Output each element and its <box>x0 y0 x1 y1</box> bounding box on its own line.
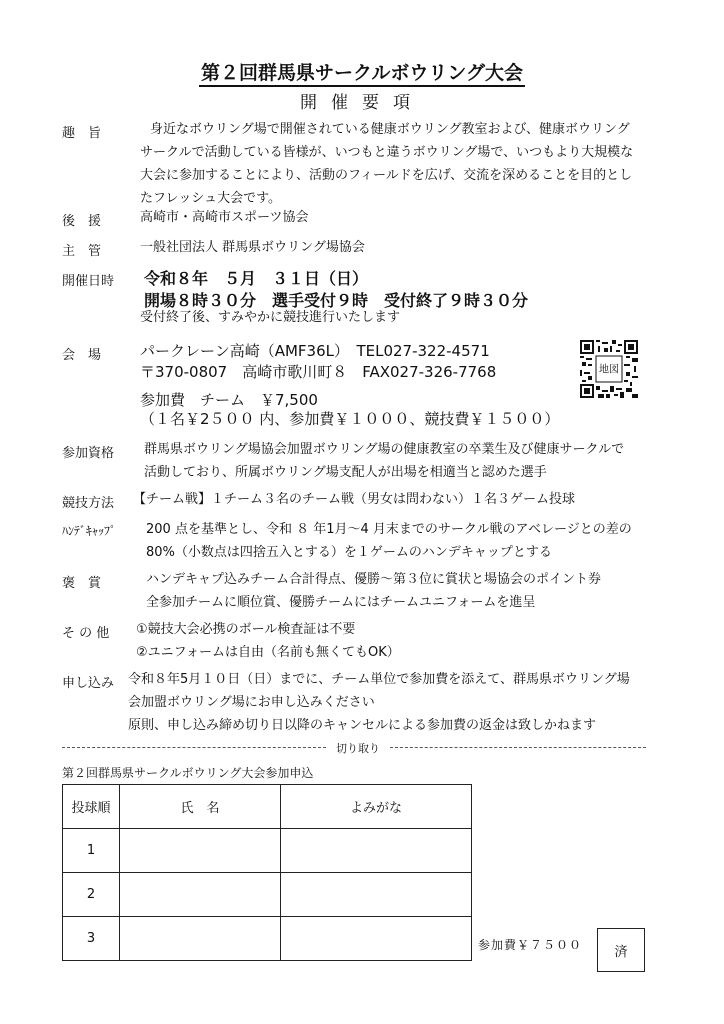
venue-address-fax: 〒370-0807 高崎市歌川町８ FAX027-326-7768 <box>140 363 497 381</box>
application-line: 令和８年5月１０日（日）までに、チーム単位で参加費を添えて、群馬県ボウリング場 <box>128 672 630 687</box>
handicap-line: 80%（小数点は四捨五入とする）を１ゲームのハンデキャップとする <box>146 545 552 560</box>
fee-line: 参加費 チーム ￥7,500 <box>140 391 318 409</box>
name-cell[interactable] <box>120 873 281 917</box>
page-title: 第２回群馬県サークルボウリング大会 <box>0 58 724 85</box>
application-line: 原則、申し込み締め切り日以降のキャンセルによる参加費の返金は致しかねます <box>128 718 597 733</box>
section-awards <box>140 568 601 614</box>
cut-line-dash-left <box>62 747 326 748</box>
other-line: ①競技大会必携のボール検査証は不要 <box>136 622 356 637</box>
form-fee: 参加費￥７５００ <box>478 938 583 952</box>
eligibility-line: 活動しており、所属ボウリング場支配人が出場を相適当と認めた選手 <box>144 465 547 480</box>
section-label-venue: 会 場 <box>62 348 102 363</box>
row-order: 1 <box>63 829 120 873</box>
header-reading: よみがな <box>281 785 472 829</box>
purpose-line: サークルで活動している皆様が、いつもと違うボウリング場で、いつもより大規模な <box>140 145 634 160</box>
section-label-organizer: 主 管 <box>62 244 102 259</box>
header-order: 投球順 <box>63 785 120 829</box>
qr-caption: 地図 <box>599 364 619 376</box>
row-order: 3 <box>63 917 120 961</box>
header-name: 氏 名 <box>120 785 281 829</box>
section-application <box>128 668 630 737</box>
section-handicap <box>140 518 632 564</box>
paid-box[interactable] <box>597 928 645 972</box>
table-row <box>63 873 472 917</box>
purpose-line: 身近なボウリング場で開催されている健康ボウリング教室および、健康ボウリング <box>150 122 630 137</box>
section-label-format: 競技方法 <box>62 496 115 511</box>
cut-line-dash-right <box>390 747 646 748</box>
cut-line-label: 切り取り <box>336 742 380 755</box>
cut-line <box>62 740 646 754</box>
page-subtitle: 開催要項 <box>300 93 424 113</box>
fee-detail: （１名￥2５００ 内、参加費￥１０００、競技費￥１５００） <box>140 410 560 428</box>
entry-table-header <box>63 785 472 829</box>
section-organizer: 一般社団法人 群馬県ボウリング場協会 <box>140 240 365 255</box>
section-label-support: 後 援 <box>62 214 102 229</box>
section-label-datetime: 開催日時 <box>62 274 115 289</box>
venue-name-tel: パークレーン高崎（AMF36L） TEL027-322-4571 <box>140 342 490 360</box>
section-label-handicap: ﾊﾝﾃﾞｷｬｯﾌﾟ <box>62 524 117 538</box>
entry-table <box>62 784 472 961</box>
reading-cell[interactable] <box>281 917 472 961</box>
awards-line: 全参加チームに順位賞、優勝チームにはチームユニフォームを進呈 <box>146 595 536 610</box>
table-row <box>63 829 472 873</box>
event-note: 受付終了後、すみやかに競技進行いたします <box>140 310 401 325</box>
reading-cell[interactable] <box>281 873 472 917</box>
section-other <box>136 618 400 664</box>
row-order: 2 <box>63 873 120 917</box>
form-title: 第２回群馬県サークルボウリング大会参加申込 <box>62 766 314 780</box>
reading-cell[interactable] <box>281 829 472 873</box>
name-cell[interactable] <box>120 829 281 873</box>
purpose-line: たフレッシュ大会です。 <box>140 191 282 206</box>
event-times: 開場８時３０分 選手受付９時 受付終了９時３０分 <box>144 291 529 310</box>
paid-label: 済 <box>614 944 628 960</box>
table-row <box>63 917 472 961</box>
event-date: 令和８年 ５月 ３１日（日） <box>144 269 369 288</box>
qr-code-icon[interactable] <box>580 340 638 398</box>
purpose-line: 大会に参加することにより、活動のフィールドを広げ、交流を深めることを目的とし <box>140 168 633 183</box>
section-label-eligibility: 参加資格 <box>62 446 115 461</box>
application-line: 会加盟ボウリング場にお申し込みください <box>128 695 375 710</box>
section-label-other: そ の 他 <box>62 626 110 641</box>
name-cell[interactable] <box>120 917 281 961</box>
section-eligibility <box>140 438 624 484</box>
eligibility-line: 群馬県ボウリング場協会加盟ボウリング場の健康教室の卒業生及び健康サークルで <box>144 442 625 457</box>
other-line: ②ユニフォームは自由（名前も無くてもOK） <box>136 645 400 660</box>
section-label-application: 申し込み <box>62 676 115 691</box>
section-label-purpose: 趣 旨 <box>62 126 102 141</box>
section-label-awards: 褒 賞 <box>62 576 102 591</box>
section-purpose <box>140 118 660 210</box>
section-support: 高崎市・高崎市スポーツ協会 <box>140 210 309 225</box>
handicap-line: 200 点を基準とし、令和 ８ 年1月～4 月末までのサークル戦のアベレージとの差の <box>146 522 632 537</box>
awards-line: ハンデキャプ込みチーム合計得点、優勝～第３位に賞状と場協会のポイント券 <box>146 572 602 587</box>
section-format: 【チーム戦】１チーム３名のチーム戦（男女は問わない）１名３ゲーム投球 <box>133 492 576 507</box>
